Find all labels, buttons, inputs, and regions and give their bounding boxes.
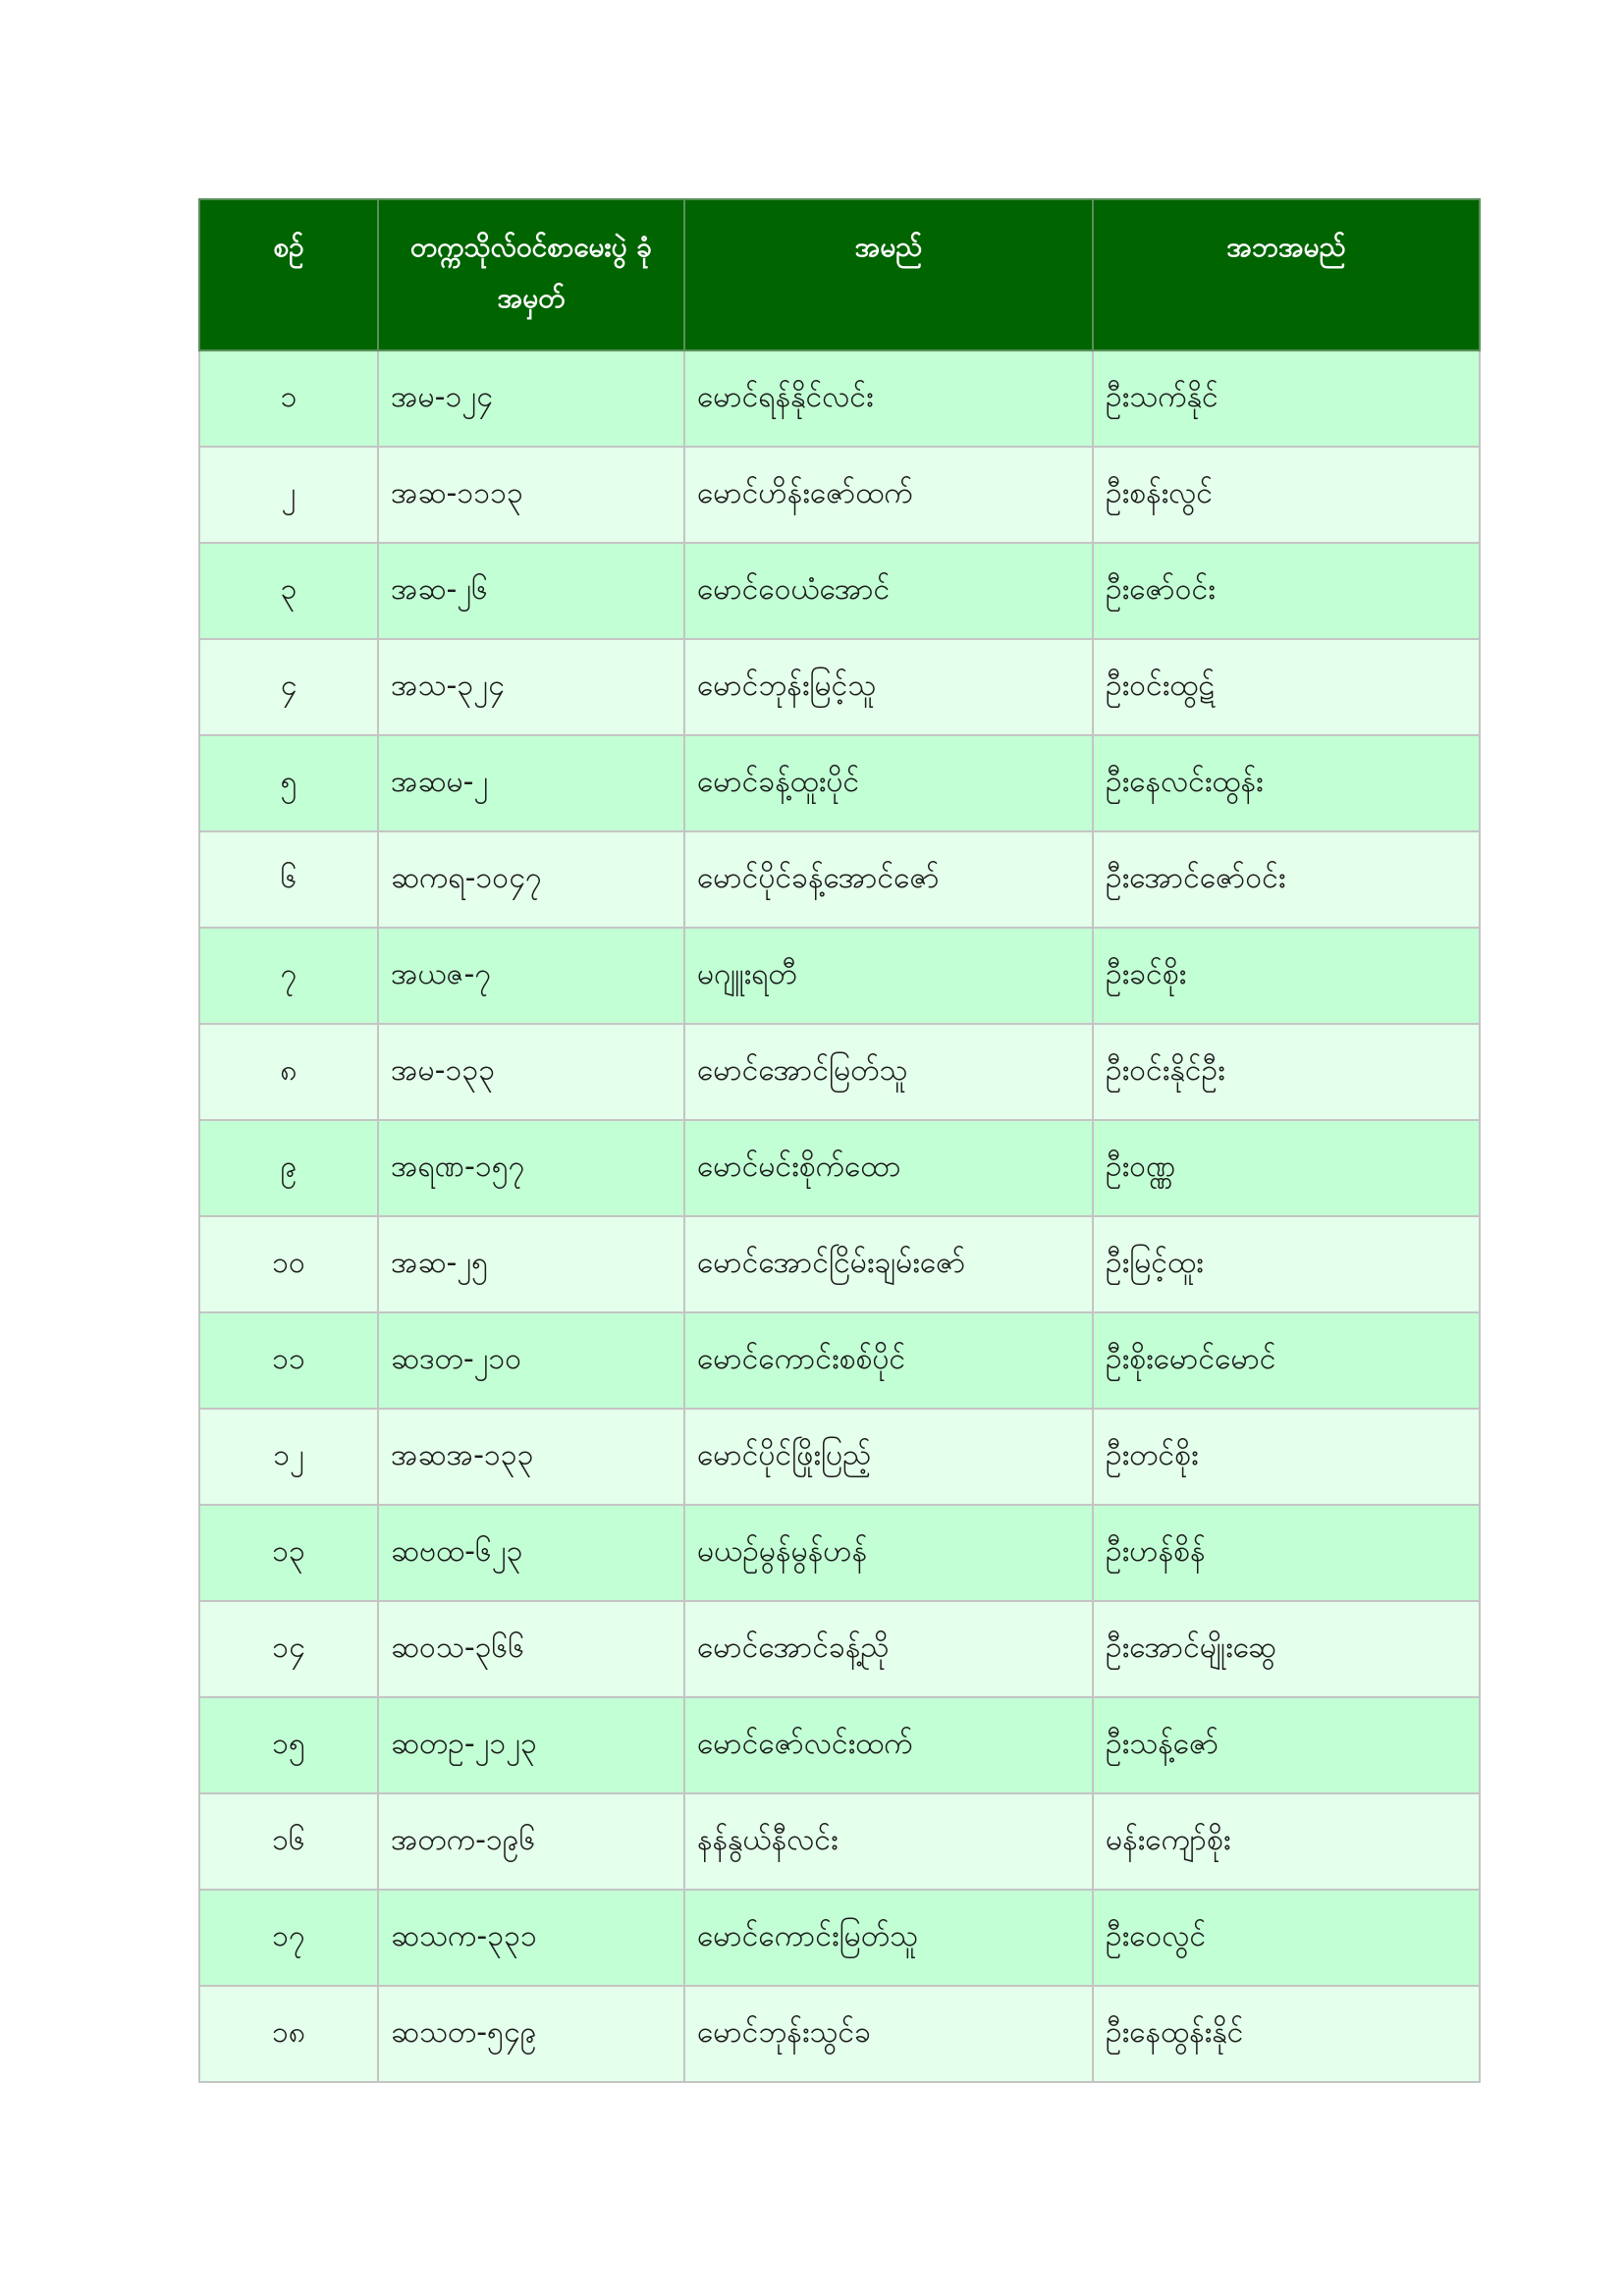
name-cell: မောင်မင်းစိုက်ထော [684, 1120, 1093, 1216]
header-serial-number: စဉ် [199, 199, 378, 350]
exam-seat-number-cell: ဆတဥ-၂၁၂၃ [378, 1697, 684, 1793]
name-cell: မောင်အောင်မြတ်သူ [684, 1024, 1093, 1120]
table-row [199, 1120, 1480, 1216]
father-name-cell: ဦးတင်စိုး [1093, 1409, 1480, 1505]
name-cell: မောင်ရန်နိုင်လင်း [684, 350, 1093, 447]
table-row [199, 1793, 1480, 1890]
table-row [199, 447, 1480, 543]
name-cell: မောင်ကောင်းစစ်ပိုင် [684, 1312, 1093, 1409]
father-name-cell: ဦးသက်နိုင် [1093, 350, 1480, 447]
table-row [199, 1312, 1480, 1409]
name-cell: မောင်ပိုင်ခန့်အောင်ဇော် [684, 831, 1093, 928]
serial-number-cell: ၄ [199, 639, 378, 735]
father-name-cell: ဦးဇော်ဝင်း [1093, 543, 1480, 639]
exam-seat-number-cell: အမ-၁၂၄ [378, 350, 684, 447]
exam-seat-number-cell: အဆမ-၂ [378, 735, 684, 831]
serial-number-cell: ၁ [199, 350, 378, 447]
header-father-name: အဘအမည် [1093, 199, 1480, 350]
name-cell: မောင်ဝေယံအောင် [684, 543, 1093, 639]
table-row [199, 928, 1480, 1024]
exam-seat-number-cell: အယဇ-၇ [378, 928, 684, 1024]
header-row [199, 199, 1480, 350]
exam-seat-number-cell: ဆသက-၃၃၁ [378, 1890, 684, 1986]
name-cell: နန်နွယ်နီလင်း [684, 1793, 1093, 1890]
serial-number-cell: ၁၀ [199, 1216, 378, 1312]
father-name-cell: ဦးမြင့်ထူး [1093, 1216, 1480, 1312]
exam-seat-number-cell: အသ-၃၂၄ [378, 639, 684, 735]
table-row [199, 639, 1480, 735]
father-name-cell: ဦးနေထွန်းနိုင် [1093, 1986, 1480, 2082]
header-exam-seat-number: တက္ကသိုလ်ဝင်စာမေးပွဲ ခုံအမှတ် [378, 199, 684, 350]
table-row [199, 1409, 1480, 1505]
father-name-cell: ဦးသန့်ဇော် [1093, 1697, 1480, 1793]
father-name-cell: ဦးစန်းလွင် [1093, 447, 1480, 543]
father-name-cell: ဦးနေလင်းထွန်း [1093, 735, 1480, 831]
name-cell: မောင်ဇော်လင်းထက် [684, 1697, 1093, 1793]
serial-number-cell: ၆ [199, 831, 378, 928]
father-name-cell: ဦးဝဏ္ဏ [1093, 1120, 1480, 1216]
serial-number-cell: ၁၇ [199, 1890, 378, 1986]
table-row [199, 1505, 1480, 1601]
exam-seat-number-cell: အဆအ-၁၃၃ [378, 1409, 684, 1505]
father-name-cell: ဦးဝေလွင် [1093, 1890, 1480, 1986]
name-cell: မောင်ဘုန်းသွင်ခ [684, 1986, 1093, 2082]
father-name-cell: ဦးအောင်ဇော်ဝင်း [1093, 831, 1480, 928]
table-row [199, 1601, 1480, 1697]
name-cell: မောင်ဟိန်းဇော်ထက် [684, 447, 1093, 543]
name-cell: မောင်ပိုင်ဖြိုးပြည့် [684, 1409, 1093, 1505]
table-body [199, 350, 1480, 2082]
table-row [199, 543, 1480, 639]
name-cell: မောင်ခန့်ထူးပိုင် [684, 735, 1093, 831]
name-cell: မောင်အောင်ငြိမ်းချမ်းဇော် [684, 1216, 1093, 1312]
exam-seat-number-cell: အရဏ-၁၅၇ [378, 1120, 684, 1216]
name-cell: မောင်ကောင်းမြတ်သူ [684, 1890, 1093, 1986]
exam-seat-number-cell: ဆဗထ-၆၂၃ [378, 1505, 684, 1601]
serial-number-cell: ၂ [199, 447, 378, 543]
father-name-cell: ဦးဝင်းနိုင်ဦး [1093, 1024, 1480, 1120]
table-row [199, 1697, 1480, 1793]
exam-seat-number-cell: အဆ-၁၁၁၃ [378, 447, 684, 543]
table-row [199, 1216, 1480, 1312]
table-row [199, 350, 1480, 447]
exam-seat-number-cell: အဆ-၂၅ [378, 1216, 684, 1312]
name-cell: မယဉ်မွန်မွန်ဟန် [684, 1505, 1093, 1601]
name-cell: မဂျူးရတီ [684, 928, 1093, 1024]
serial-number-cell: ၉ [199, 1120, 378, 1216]
student-roster-table [198, 198, 1481, 2083]
serial-number-cell: ၁၈ [199, 1986, 378, 2082]
serial-number-cell: ၅ [199, 735, 378, 831]
serial-number-cell: ၁၁ [199, 1312, 378, 1409]
table-header [199, 199, 1480, 350]
father-name-cell: ဦးစိုးမောင်မောင် [1093, 1312, 1480, 1409]
serial-number-cell: ၈ [199, 1024, 378, 1120]
serial-number-cell: ၁၅ [199, 1697, 378, 1793]
name-cell: မောင်အောင်ခန့်ညို [684, 1601, 1093, 1697]
father-name-cell: ဦးအောင်မျိုးဆွေ [1093, 1601, 1480, 1697]
serial-number-cell: ၁၄ [199, 1601, 378, 1697]
table-row [199, 1890, 1480, 1986]
serial-number-cell: ၁၆ [199, 1793, 378, 1890]
exam-seat-number-cell: ဆဝသ-၃၆၆ [378, 1601, 684, 1697]
serial-number-cell: ၁၂ [199, 1409, 378, 1505]
serial-number-cell: ၁၃ [199, 1505, 378, 1601]
exam-seat-number-cell: အမ-၁၃၃ [378, 1024, 684, 1120]
name-cell: မောင်ဘုန်းမြင့်သူ [684, 639, 1093, 735]
exam-seat-number-cell: ဆဒတ-၂၁၀ [378, 1312, 684, 1409]
father-name-cell: မန်းကျော်စိုး [1093, 1793, 1480, 1890]
exam-seat-number-cell: အဆ-၂၆ [378, 543, 684, 639]
table-row [199, 735, 1480, 831]
father-name-cell: ဦးခင်စိုး [1093, 928, 1480, 1024]
serial-number-cell: ၃ [199, 543, 378, 639]
table-row [199, 831, 1480, 928]
table-row [199, 1024, 1480, 1120]
exam-seat-number-cell: ဆကရ-၁၀၄၇ [378, 831, 684, 928]
serial-number-cell: ၇ [199, 928, 378, 1024]
father-name-cell: ဦးဟန်စိန် [1093, 1505, 1480, 1601]
header-name: အမည် [684, 199, 1093, 350]
exam-seat-number-cell: အတက-၁၉၆ [378, 1793, 684, 1890]
table-row [199, 1986, 1480, 2082]
father-name-cell: ဦးဝင်းထွဋ် [1093, 639, 1480, 735]
exam-seat-number-cell: ဆသတ-၅၄၉ [378, 1986, 684, 2082]
